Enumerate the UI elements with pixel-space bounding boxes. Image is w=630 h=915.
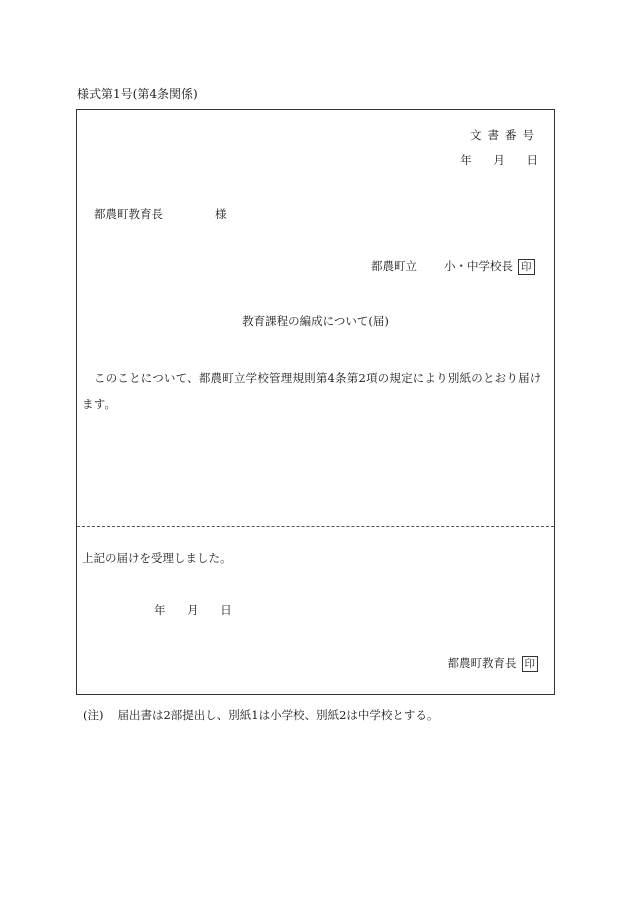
footnote-text: 届出書は2部提出し、別紙1は小学校、別紙2は中学校とする。 (117, 708, 439, 722)
receipt-signer-name: 都農町教育長 (447, 656, 517, 670)
sender-town: 都農町立 (371, 259, 417, 273)
footnote (83, 707, 438, 723)
seal-stamp-icon: 印 (522, 656, 539, 672)
document-date-line: 年 月 日 (460, 153, 538, 167)
receipt-statement: 上記の届けを受理しました。 (82, 551, 232, 565)
notification-form (76, 109, 555, 695)
receipt-date-line: 年 月 日 (154, 603, 232, 617)
sender-line (444, 258, 535, 275)
addressee-honorific: 様 (215, 207, 227, 221)
body-paragraph: このことについて、都農町立学校管理規則第4条第2項の規定により別紙のとおり届けます。 (82, 371, 542, 411)
addressee-name: 都農町教育長 (94, 207, 163, 221)
document-title: 教育課程の編成について(届) (242, 314, 389, 328)
cut-line-divider (77, 526, 554, 527)
document-number-label: 文書番号 (470, 128, 540, 142)
form-number-label: 様式第1号(第4条関係) (77, 87, 198, 101)
seal-stamp-icon: 印 (518, 259, 535, 275)
footnote-label: (注) (83, 708, 104, 722)
sender-school-principal: 小・中学校長 (444, 259, 513, 273)
receipt-signer-line (448, 655, 539, 672)
